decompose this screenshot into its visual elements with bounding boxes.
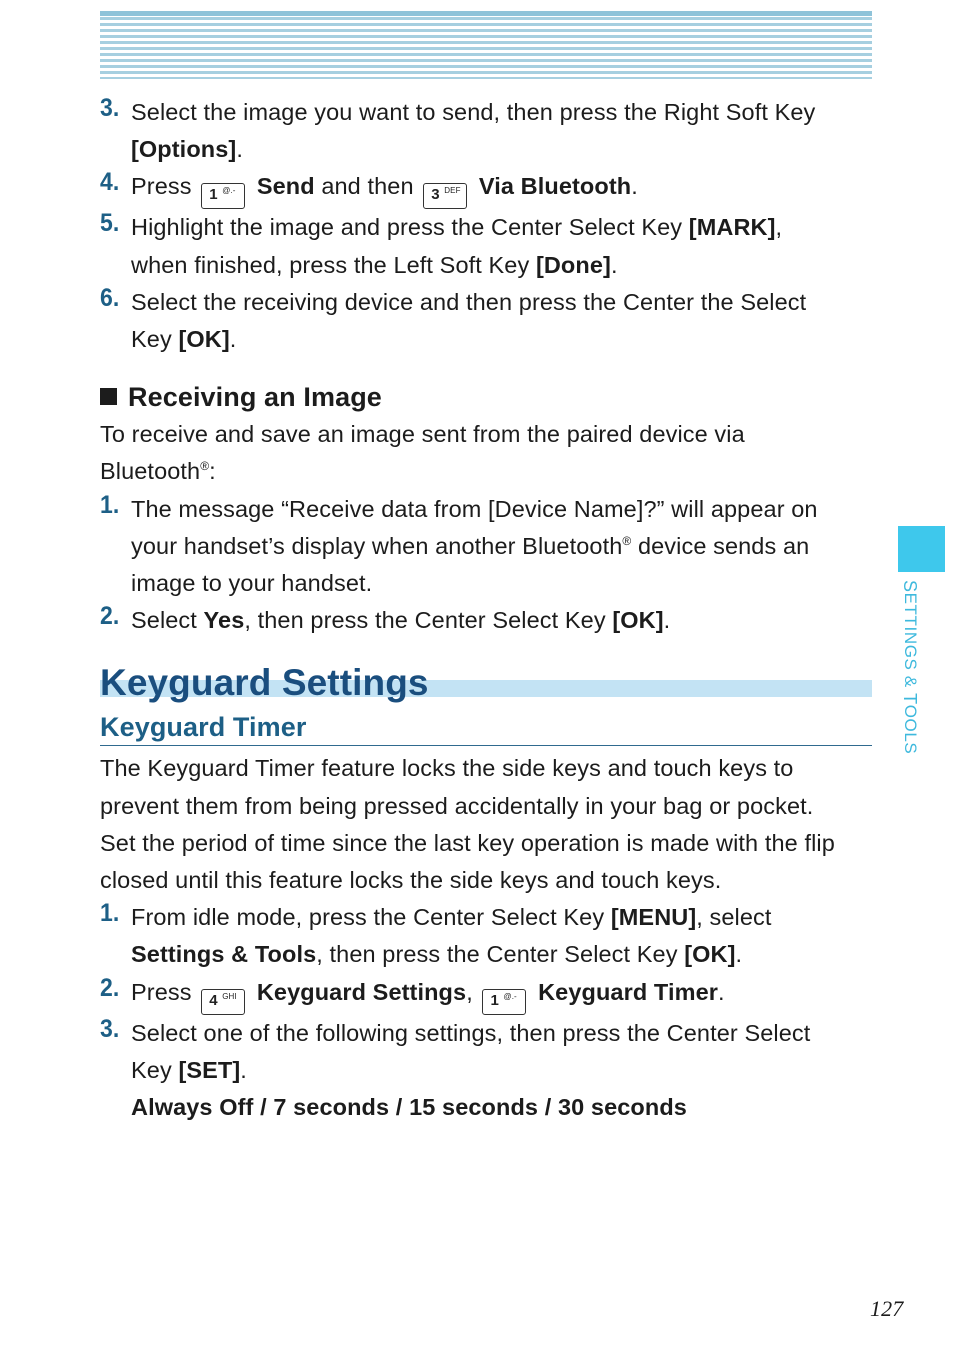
keyguard-title-block: [100, 661, 872, 705]
punct: .: [718, 978, 725, 1005]
desc-line: closed until this feature locks the side keys and touch keys.: [100, 867, 722, 894]
keyguard-settings-label: Keyguard Settings: [256, 978, 467, 1005]
step-number: 6.: [100, 283, 120, 312]
section-tab-label: [898, 580, 920, 770]
step-number: 4.: [100, 168, 120, 197]
step-number: 1.: [100, 490, 120, 519]
key-letters: @.-: [222, 186, 236, 196]
step-number: 3.: [100, 1014, 120, 1043]
ok-key-label: [OK]: [612, 607, 664, 634]
receive-step-1: [100, 491, 872, 603]
yes-label: Yes: [203, 607, 245, 634]
step-number: 2.: [100, 973, 120, 1002]
key-letters: @.-: [503, 991, 517, 1001]
desc-line: Set the period of time since the last key operation is made with the flip: [100, 829, 835, 856]
keyguard-step-1: [100, 899, 872, 973]
punct: .: [631, 173, 638, 200]
step-text: device sends an: [631, 532, 810, 559]
punct: :: [209, 458, 216, 485]
page-content: [100, 94, 872, 1126]
punct: .: [240, 1056, 247, 1083]
key-1-icon: [482, 989, 526, 1015]
header-band: [100, 11, 872, 79]
menu-key-label: [MENU]: [610, 904, 697, 931]
intro-text: Bluetooth: [100, 458, 201, 485]
receiving-intro: [100, 416, 872, 453]
send-step-6: [100, 284, 872, 358]
keyguard-description: [100, 750, 872, 899]
step-text: when finished, press the Left Soft Key: [131, 251, 536, 278]
key-1-icon: [201, 183, 245, 209]
step-number: 1.: [100, 899, 120, 928]
step-text: Highlight the image and press the Center Select Key: [131, 214, 689, 241]
keyguard-step-3: [100, 1015, 872, 1089]
keyguard-timer-label: Keyguard Timer: [538, 978, 718, 1005]
send-step-5: [100, 209, 872, 283]
square-bullet-icon: [100, 388, 117, 405]
key-number: 3: [431, 186, 440, 204]
step-number: 5.: [100, 209, 120, 238]
step-text: Select the image you want to send, then press the Right Soft Key: [131, 99, 816, 125]
key-number: 1: [490, 991, 499, 1009]
tab-letter: T: [900, 693, 920, 705]
via-bluetooth-label: Via Bluetooth: [478, 173, 632, 200]
key-number: 4: [209, 991, 218, 1009]
step-text: From idle mode, press the Center Select Key: [131, 904, 611, 931]
key-letters: GHI: [222, 991, 237, 1001]
punct: .: [236, 136, 243, 163]
desc-line: The Keyguard Timer feature locks the side keys and touch keys to: [100, 755, 794, 782]
tab-amp: &: [901, 670, 920, 694]
punct: ,: [775, 214, 783, 241]
timer-options: Always Off / 7 seconds / 15 seconds / 30 seconds: [131, 1094, 687, 1121]
step-text: , then press the Center Select Key: [244, 607, 613, 634]
options-key-label: [Options]: [131, 136, 237, 163]
step-text: image to your handset.: [131, 570, 373, 597]
registered-mark: ®: [200, 459, 210, 474]
step-text: Press: [131, 978, 192, 1005]
desc-line: prevent them from being pressed accidentally in your bag or pocket.: [100, 792, 814, 819]
tab-letters: OOLS: [901, 704, 920, 755]
intro-text: To receive and save an image sent from the paired device via: [100, 421, 745, 448]
keyguard-step-2: [100, 974, 872, 1015]
ok-key-label: [OK]: [684, 941, 736, 968]
receive-step-2: [100, 602, 872, 639]
receiving-heading: [100, 378, 872, 416]
step-number: 3.: [100, 94, 120, 122]
tab-letters: ETTINGS: [901, 592, 920, 671]
heading-text: Receiving an Image: [128, 382, 382, 413]
punct: .: [610, 251, 618, 278]
page-title: Keyguard Settings: [100, 662, 429, 704]
tab-letter: S: [900, 580, 920, 593]
key-number: 1: [209, 186, 218, 204]
step-text: Key: [131, 1056, 179, 1083]
done-key-label: [Done]: [535, 251, 611, 278]
registered-mark: ®: [622, 533, 632, 548]
key-3-icon: [423, 183, 467, 209]
send-label: Send: [256, 173, 315, 200]
section-tab: [898, 526, 945, 572]
receiving-intro-2: [100, 453, 872, 490]
step-text: and then: [314, 173, 421, 200]
punct: .: [229, 326, 237, 353]
step-text: Press: [131, 173, 192, 200]
key-4-icon: [201, 989, 245, 1015]
step-number: 2.: [100, 602, 120, 631]
page-number: 127: [870, 1296, 904, 1321]
punct: .: [735, 941, 743, 968]
step-text: Select: [131, 607, 204, 634]
step-text: Select one of the following settings, then press the Center Select: [131, 1019, 811, 1046]
mark-key-label: [MARK]: [688, 214, 776, 241]
punct: .: [663, 607, 671, 634]
send-step-4: [100, 168, 872, 209]
section-subtitle: Keyguard Timer: [100, 711, 872, 746]
set-key-label: [SET]: [178, 1056, 241, 1083]
key-letters: DEF: [444, 186, 461, 196]
step-text: The message “Receive data from [Device Name]?” will appear on: [131, 495, 818, 522]
settings-tools-label: Settings & Tools: [131, 941, 317, 968]
punct: ,: [466, 978, 473, 1005]
send-step-3: [100, 94, 872, 168]
step-text: , then press the Center Select Key: [316, 941, 685, 968]
ok-key-label: [OK]: [178, 326, 230, 353]
step-text: Select the receiving device and then press the Center the Select: [131, 288, 807, 315]
step-text: Key: [131, 326, 179, 353]
step-text: , select: [696, 904, 772, 931]
step-text: your handset’s display when another Bluetooth: [131, 532, 623, 559]
